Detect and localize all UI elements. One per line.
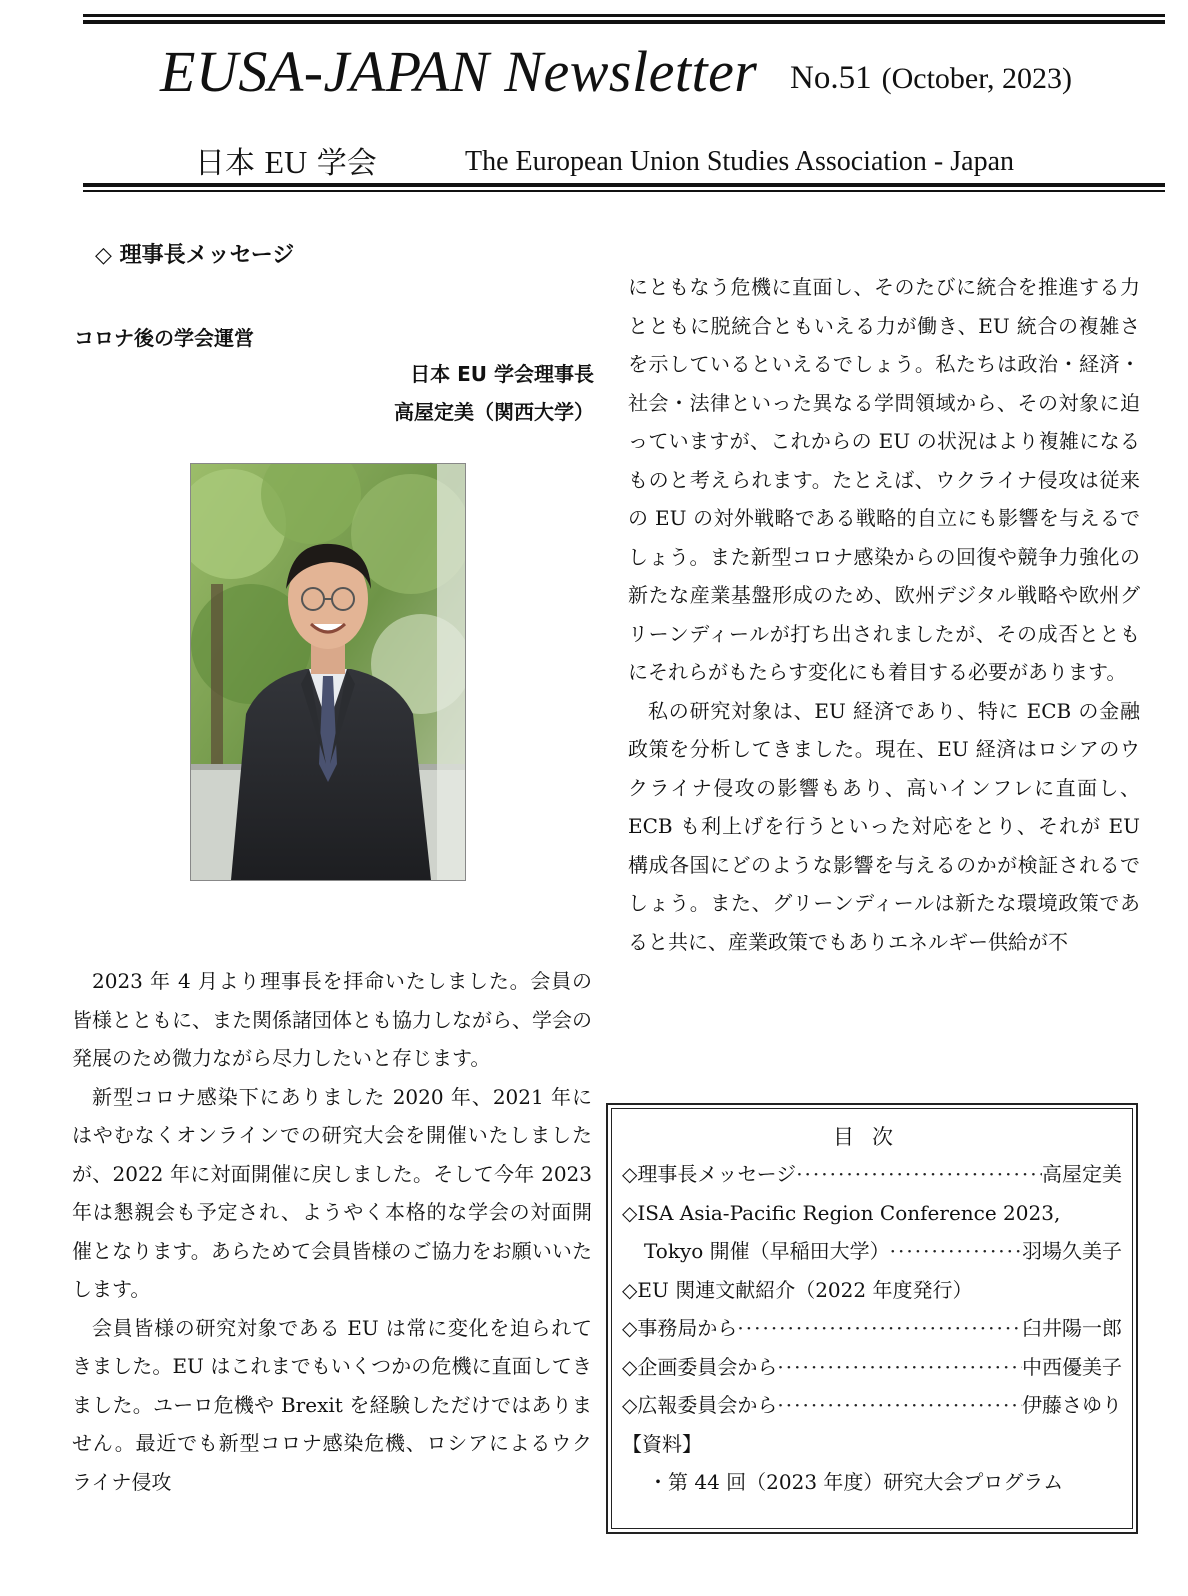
body-paragraph: 会員皆様の研究対象である EU は常に変化を迫られてきました。EU はこれまでもいくつかの危機に直面してきました。ユーロ危機や Brexit を経験しただけではありません。最近でも新型コロナ感染危機、ロシアによるウクライナ侵攻 <box>72 1315 592 1494</box>
toc-item[interactable] <box>622 1309 1122 1348</box>
org-name-japanese <box>195 138 377 182</box>
toc-item <box>622 1425 1122 1464</box>
org-ja-post: 学会 <box>316 146 377 181</box>
toc-item-label: ◇事務局から <box>622 1316 738 1340</box>
author-role: 日本 EU 学会理事長 <box>410 362 594 386</box>
toc-item-author: 高屋定美 <box>1042 1162 1122 1186</box>
body-paragraph: にともなう危機に直面し、そのたびに統合を推進する力とともに脱統合ともいえる力が働き、EU 統合の複雑さを示しているといえるでしょう。私たちは政治・経済・社会・法律といった異なる学問領域から、その対象に迫っていますが、これからの EU の状況はより複雑になるものと考えられます。たとえば、ウクライナ侵攻は従来の EU の対外戦略である戦略的自立にも影響を与えるでしょう。また新型コロナ感染からの回復や競争力強化の新たな産業基盤形成のため、欧州デジタル戦略や欧州グリーンディールが打ち出されましたが、その成否とともにそれらがもたらす変化にも着目する必要があります。 <box>628 275 1140 684</box>
toc-item-label: ◇理事長メッセージ <box>622 1162 797 1186</box>
section-heading: ◇ 理事長メッセージ <box>95 243 295 268</box>
issue-number: No.51 <box>790 60 872 96</box>
article-body-right-column <box>628 268 1140 961</box>
author-portrait-photo <box>190 463 466 881</box>
toc-item[interactable] <box>622 1271 1122 1310</box>
toc-item-label: 【資料】 <box>622 1431 702 1456</box>
masthead-rule-thick <box>83 183 1165 187</box>
toc-item-author: 伊藤さゆり <box>1022 1393 1122 1417</box>
org-ja-pre: 日本 <box>195 146 255 181</box>
body-paragraph: 新型コロナ感染下にありました 2020 年、2021 年にはやむなくオンラインでの研究大会を開催いたしましたが、2022 年に対面開催に戻しました。そして今年 2023 年は懇親会も予定され、ようやく本格的な学会の対面開催となります。あらためて会員皆様のご協力をお願いいたします。 <box>72 1084 592 1301</box>
issue-info <box>790 60 1072 97</box>
toc-item-label: ・第 44 回（2023 年度）研究大会プログラム <box>648 1470 1064 1494</box>
toc-item[interactable] <box>622 1194 1122 1233</box>
article-body-left-column <box>72 962 592 1501</box>
toc-title: 目次 <box>833 1125 911 1149</box>
top-rule-thick <box>83 20 1165 24</box>
body-paragraph: 私の研究対象は、EU 経済であり、特に ECB の金融政策を分析してきました。現在、EU 経済はロシアのウクライナ侵攻の影響もあり、高いインフレに直面し、ECB も利上げを行うといった対応をとり、それが EU 構成各国にどのような影響を与えるのかが検証されるでしょう。また、グリーンディールは新たな環境政策であると共に、産業政策でもありエネルギー供給が不 <box>628 698 1140 954</box>
toc-list <box>622 1155 1122 1502</box>
newsletter-title: EUSA-JAPAN Newsletter <box>160 39 758 104</box>
toc-item[interactable] <box>622 1348 1122 1387</box>
top-rule-thin <box>83 14 1165 17</box>
toc-item[interactable] <box>622 1463 1122 1502</box>
article-title: コロナ後の学会運営 <box>74 326 254 350</box>
toc-item-label: ◇企画委員会から <box>622 1354 778 1379</box>
org-name-english: The European Union Studies Association - Japan <box>465 146 1015 177</box>
table-of-contents <box>606 1103 1138 1534</box>
toc-item-author: 羽場久美子 <box>1022 1239 1122 1263</box>
issue-date: (October, 2023) <box>881 62 1072 95</box>
toc-item-author: 中西優美子 <box>1022 1354 1122 1379</box>
masthead-rule-thin <box>83 190 1165 192</box>
toc-item-label: Tokyo 開催（早稲田大学） <box>644 1239 890 1263</box>
toc-item[interactable] <box>622 1386 1122 1425</box>
body-paragraph: 2023 年 4 月より理事長を拝命いたしました。会員の皆様とともに、また関係諸団体とも協力しながら、学会の発展のため微力ながら尽力したいと存じます。 <box>72 969 592 1070</box>
toc-item[interactable] <box>622 1155 1122 1194</box>
org-ja-latin: EU <box>264 144 308 180</box>
toc-item-label: ◇EU 関連文献紹介（2022 年度発行） <box>622 1277 973 1302</box>
toc-item-label: ◇広報委員会から <box>622 1393 778 1417</box>
author-name: 高屋定美（関西大学） <box>394 400 594 424</box>
toc-item-author: 臼井陽一郎 <box>1022 1316 1122 1340</box>
toc-item-label: ◇ISA Asia-Pacific Region Conference 2023, <box>622 1200 1061 1225</box>
toc-item-continuation[interactable] <box>622 1232 1122 1271</box>
